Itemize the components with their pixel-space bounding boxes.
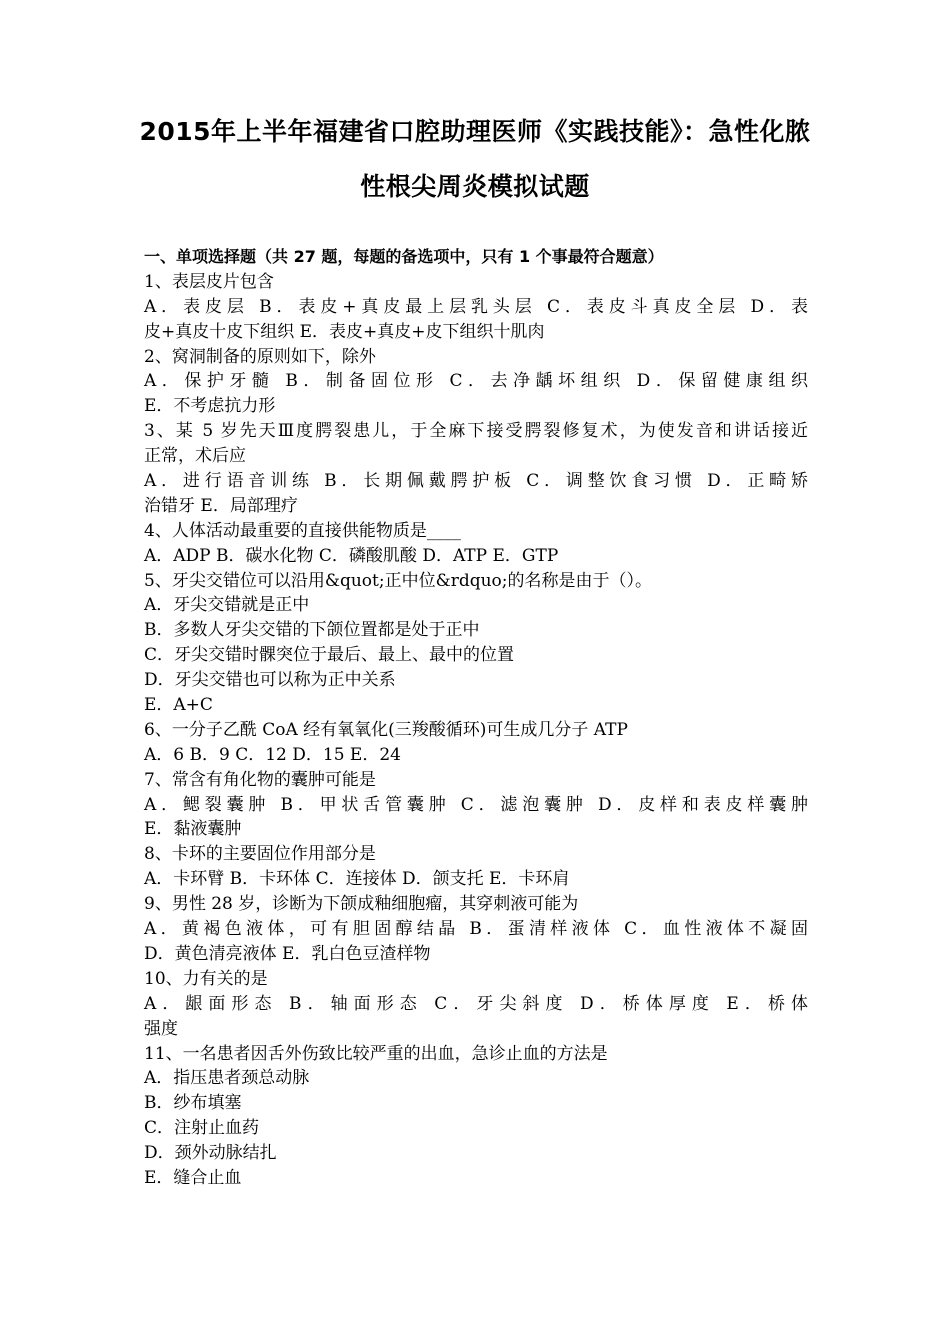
text-line: C．牙尖交错时髁突位于最后、最上、最中的位置 [144, 645, 515, 666]
text-line: A．6 B．9 C．12 D．15 E．24 [144, 744, 401, 765]
document-body [144, 245, 808, 1191]
text-line: A．保护牙髓 B．制备固位形 C．去净龋坏组织 D．保留健康组织 [144, 371, 808, 392]
text-line: B．多数人牙尖交错的下颌位置都是处于正中 [144, 620, 480, 641]
text-line: 10、力有关的是 [144, 968, 268, 989]
text-line: E．黏液囊肿 [144, 819, 242, 840]
text-line: 11、一名患者因舌外伤致比较严重的出血，急诊止血的方法是 [144, 1043, 608, 1064]
text-line: A．鳃裂囊肿 B．甲状舌管囊肿 C．滤泡囊肿 D．皮样和表皮样囊肿 [144, 794, 808, 815]
text-line: 9、男性 28 岁，诊断为下颌成釉细胞瘤，其穿刺液可能为 [144, 894, 579, 915]
text-line: 治错牙 E．局部理疗 [144, 495, 298, 516]
text-line: E．不考虑抗力形 [144, 396, 276, 417]
document-title-line-2: 性根尖周炎模拟试题 [360, 172, 590, 201]
text-line: 正常，术后应 [144, 446, 246, 467]
text-line: 强度 [144, 1018, 178, 1039]
text-line: A．黄褐色液体，可有胆固醇结晶 B．蛋清样液体 C．血性液体不凝固 [144, 919, 808, 940]
text-line: A．牙尖交错就是正中 [144, 595, 310, 616]
text-line: A．ADP B．碳水化物 C．磷酸肌酸 D．ATP E．GTP [144, 545, 559, 566]
text-line: A．卡环臂 B．卡环体 C．连接体 D．颌支托 E．卡环肩 [144, 869, 570, 890]
text-line: D．颈外动脉结扎 [144, 1143, 277, 1164]
text-line: A．龈面形态 B．轴面形态 C．牙尖斜度 D．桥体厚度 E．桥体 [144, 993, 808, 1014]
text-line: C．注射止血药 [144, 1118, 260, 1139]
text-line: 1、表层皮片包含 [144, 271, 274, 292]
text-line: 8、卡环的主要固位作用部分是 [144, 844, 376, 865]
text-line: E．A+C [144, 695, 213, 716]
text-line: E．缝合止血 [144, 1167, 242, 1188]
document-title-line-1: 2015年上半年福建省口腔助理医师《实践技能》：急性化脓 [139, 117, 811, 146]
text-line: A．表皮层 B．表皮+真皮最上层乳头层 C．表皮斗真皮全层 D．表 [144, 296, 808, 317]
text-line: 5、牙尖交错位可以沿用&quot;正中位&rdquo;的名称是由于（）。 [144, 570, 653, 591]
section-heading: 一、单项选择题（共 27 题，每题的备选项中，只有 1 个事最符合题意） [144, 247, 664, 266]
text-line: B．纱布填塞 [144, 1093, 242, 1114]
text-line: 7、常含有角化物的囊肿可能是 [144, 769, 376, 790]
text-line: 2、窝洞制备的原则如下，除外 [144, 346, 376, 367]
text-line: 4、人体活动最重要的直接供能物质是____ [144, 520, 461, 541]
text-line: 6、一分子乙酰 CoA 经有氧氧化(三羧酸循环)可生成几分子 ATP [144, 719, 628, 740]
text-line: A．指压患者颈总动脉 [144, 1068, 310, 1089]
text-line: D．牙尖交错也可以称为正中关系 [144, 670, 396, 691]
text-line: 皮+真皮十皮下组织 E．表皮+真皮+皮下组织十肌肉 [144, 321, 545, 342]
text-line: D．黄色清亮液体 E．乳白色豆渣样物 [144, 943, 431, 964]
text-line: A．进行语音训练 B．长期佩戴腭护板 C．调整饮食习惯 D．正畸矫 [144, 471, 808, 492]
text-line: 3、某 5 岁先天Ⅲ度腭裂患儿，于全麻下接受腭裂修复术，为使发音和讲话接近 [144, 421, 808, 442]
